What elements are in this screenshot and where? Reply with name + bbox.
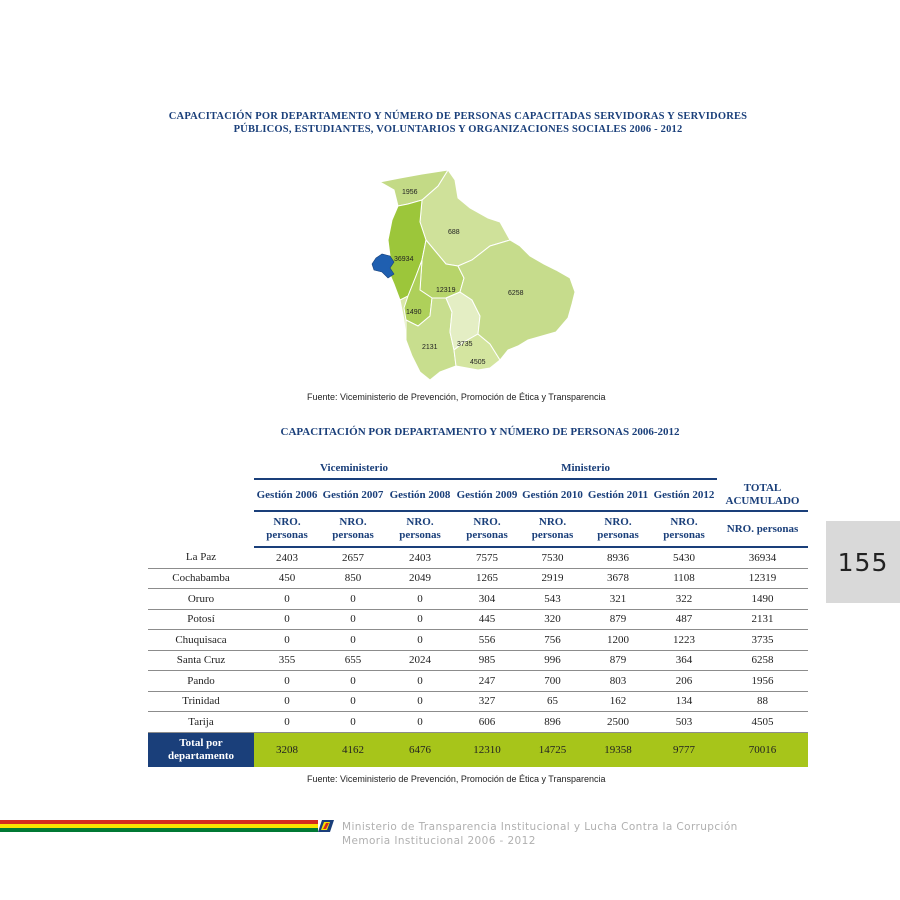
value-cell: 2403 <box>386 547 454 568</box>
value-cell: 0 <box>254 671 320 692</box>
value-cell: 0 <box>254 630 320 651</box>
value-cell: 0 <box>254 712 320 733</box>
value-cell: 2024 <box>386 650 454 671</box>
map-label-pando: 1956 <box>402 189 418 196</box>
subheader-nro-personas: NRO. personas <box>386 511 454 547</box>
department-name: Potosí <box>148 609 254 630</box>
table-row <box>148 630 808 651</box>
page-number-tab <box>826 521 900 603</box>
column-header: Gestión 2011 <box>585 479 651 511</box>
total-value-cell: 19358 <box>585 732 651 767</box>
map-label-chuquisaca: 3735 <box>457 341 473 348</box>
total-cell: 12319 <box>717 568 808 589</box>
subheader-nro-personas: NRO. personas <box>320 511 386 547</box>
value-cell: 162 <box>585 691 651 712</box>
value-cell: 996 <box>520 650 585 671</box>
value-cell: 2049 <box>386 568 454 589</box>
value-cell: 0 <box>386 712 454 733</box>
page-number: 155 <box>837 547 889 577</box>
value-cell: 879 <box>585 609 651 630</box>
value-cell: 803 <box>585 671 651 692</box>
value-cell: 134 <box>651 691 717 712</box>
data-table <box>148 458 808 767</box>
table-row <box>148 650 808 671</box>
map-label-beni: 688 <box>448 229 460 236</box>
value-cell: 0 <box>320 712 386 733</box>
column-header: Gestión 2009 <box>454 479 520 511</box>
total-cell: 36934 <box>717 547 808 568</box>
value-cell: 320 <box>520 609 585 630</box>
subheader-nro-personas: NRO. personas <box>717 511 808 547</box>
total-value-cell: 70016 <box>717 732 808 767</box>
value-cell: 2657 <box>320 547 386 568</box>
value-cell: 8936 <box>585 547 651 568</box>
value-cell: 2403 <box>254 547 320 568</box>
total-cell: 3735 <box>717 630 808 651</box>
map-label-cochabamba: 12319 <box>436 287 456 294</box>
value-cell: 7530 <box>520 547 585 568</box>
value-cell: 1223 <box>651 630 717 651</box>
value-cell: 247 <box>454 671 520 692</box>
map-label-oruro: 1490 <box>406 309 422 316</box>
map-label-potosi: 2131 <box>422 344 438 351</box>
table-row <box>148 671 808 692</box>
department-name: Pando <box>148 671 254 692</box>
value-cell: 355 <box>254 650 320 671</box>
map-label-tarija: 4505 <box>470 359 486 366</box>
value-cell: 0 <box>254 589 320 610</box>
value-cell: 0 <box>386 671 454 692</box>
value-cell: 0 <box>254 609 320 630</box>
table-source: Fuente: Viceministerio de Prevención, Promoción de Ética y Transparencia <box>307 774 606 784</box>
value-cell: 322 <box>651 589 717 610</box>
footer-memoria: Memoria Institucional 2006 - 2012 <box>342 835 536 847</box>
value-cell: 879 <box>585 650 651 671</box>
total-cell: 1490 <box>717 589 808 610</box>
value-cell: 0 <box>320 671 386 692</box>
subheader-nro-personas: NRO. personas <box>651 511 717 547</box>
value-cell: 543 <box>520 589 585 610</box>
table-row <box>148 547 808 568</box>
value-cell: 206 <box>651 671 717 692</box>
value-cell: 1265 <box>454 568 520 589</box>
table-row <box>148 609 808 630</box>
table-row <box>148 568 808 589</box>
bolivia-map <box>360 160 600 390</box>
value-cell: 850 <box>320 568 386 589</box>
table-row <box>148 589 808 610</box>
value-cell: 7575 <box>454 547 520 568</box>
value-cell: 0 <box>320 630 386 651</box>
flag-stripe-green <box>0 828 318 832</box>
footer <box>342 820 738 848</box>
value-cell: 445 <box>454 609 520 630</box>
total-value-cell: 4162 <box>320 732 386 767</box>
value-cell: 503 <box>651 712 717 733</box>
value-cell: 2919 <box>520 568 585 589</box>
group-header-ministerio: Ministerio <box>454 458 717 479</box>
table-row <box>148 691 808 712</box>
column-header-total: TOTAL ACUMULADO <box>717 479 808 511</box>
total-value-cell: 3208 <box>254 732 320 767</box>
map-source: Fuente: Viceministerio de Prevención, Promoción de Ética y Transparencia <box>307 392 606 402</box>
column-header: Gestión 2008 <box>386 479 454 511</box>
value-cell: 985 <box>454 650 520 671</box>
column-header: Gestión 2007 <box>320 479 386 511</box>
department-name: Oruro <box>148 589 254 610</box>
value-cell: 0 <box>386 589 454 610</box>
value-cell: 304 <box>454 589 520 610</box>
value-cell: 0 <box>386 630 454 651</box>
total-row <box>148 732 808 767</box>
subheader-nro-personas: NRO. personas <box>520 511 585 547</box>
department-name: Chuquisaca <box>148 630 254 651</box>
group-header-viceministerio: Viceministerio <box>254 458 454 479</box>
value-cell: 65 <box>520 691 585 712</box>
value-cell: 896 <box>520 712 585 733</box>
total-cell: 2131 <box>717 609 808 630</box>
total-cell: 1956 <box>717 671 808 692</box>
footer-ministry: Ministerio de Transparencia Institucional y Lucha Contra la Corrupción <box>342 821 738 833</box>
table-row <box>148 712 808 733</box>
total-cell: 4505 <box>717 712 808 733</box>
flag-ribbon-icon <box>318 820 334 832</box>
bolivia-map-graphic <box>360 160 600 390</box>
total-cell: 6258 <box>717 650 808 671</box>
column-header: Gestión 2010 <box>520 479 585 511</box>
value-cell: 2500 <box>585 712 651 733</box>
value-cell: 1200 <box>585 630 651 651</box>
value-cell: 0 <box>320 691 386 712</box>
value-cell: 700 <box>520 671 585 692</box>
column-header: Gestión 2012 <box>651 479 717 511</box>
value-cell: 487 <box>651 609 717 630</box>
total-value-cell: 14725 <box>520 732 585 767</box>
value-cell: 556 <box>454 630 520 651</box>
value-cell: 1108 <box>651 568 717 589</box>
table-title: CAPACITACIÓN POR DEPARTAMENTO Y NÚMERO DE PERSONAS 2006-2012 <box>280 426 680 438</box>
column-header: Gestión 2006 <box>254 479 320 511</box>
map-label-la-paz: 36934 <box>394 256 414 263</box>
subheader-nro-personas: NRO. personas <box>454 511 520 547</box>
total-label: Total por departamento <box>148 732 254 767</box>
value-cell: 321 <box>585 589 651 610</box>
total-value-cell: 9777 <box>651 732 717 767</box>
value-cell: 327 <box>454 691 520 712</box>
map-title: CAPACITACIÓN POR DEPARTAMENTO Y NÚMERO DE PERSONAS CAPACITADAS SERVIDORAS Y SERVIDORES PÚBLICOS, ESTUDIANTES, VOLUNTARIOS Y ORGANIZACIONES SOCIALES 2006 - 2012 <box>168 111 748 135</box>
value-cell: 0 <box>320 589 386 610</box>
subheader-nro-personas: NRO. personas <box>254 511 320 547</box>
value-cell: 606 <box>454 712 520 733</box>
value-cell: 756 <box>520 630 585 651</box>
department-name: Cochabamba <box>148 568 254 589</box>
map-lake-titicaca <box>372 254 394 278</box>
value-cell: 450 <box>254 568 320 589</box>
total-value-cell: 6476 <box>386 732 454 767</box>
value-cell: 0 <box>386 691 454 712</box>
value-cell: 0 <box>320 609 386 630</box>
value-cell: 5430 <box>651 547 717 568</box>
department-name: Santa Cruz <box>148 650 254 671</box>
subheader-nro-personas: NRO. personas <box>585 511 651 547</box>
map-label-santa-cruz: 6258 <box>508 290 524 297</box>
value-cell: 364 <box>651 650 717 671</box>
department-name: Trinidad <box>148 691 254 712</box>
total-value-cell: 12310 <box>454 732 520 767</box>
department-name: Tarija <box>148 712 254 733</box>
value-cell: 0 <box>254 691 320 712</box>
value-cell: 3678 <box>585 568 651 589</box>
value-cell: 655 <box>320 650 386 671</box>
value-cell: 0 <box>386 609 454 630</box>
department-name: La Paz <box>148 547 254 568</box>
total-cell: 88 <box>717 691 808 712</box>
